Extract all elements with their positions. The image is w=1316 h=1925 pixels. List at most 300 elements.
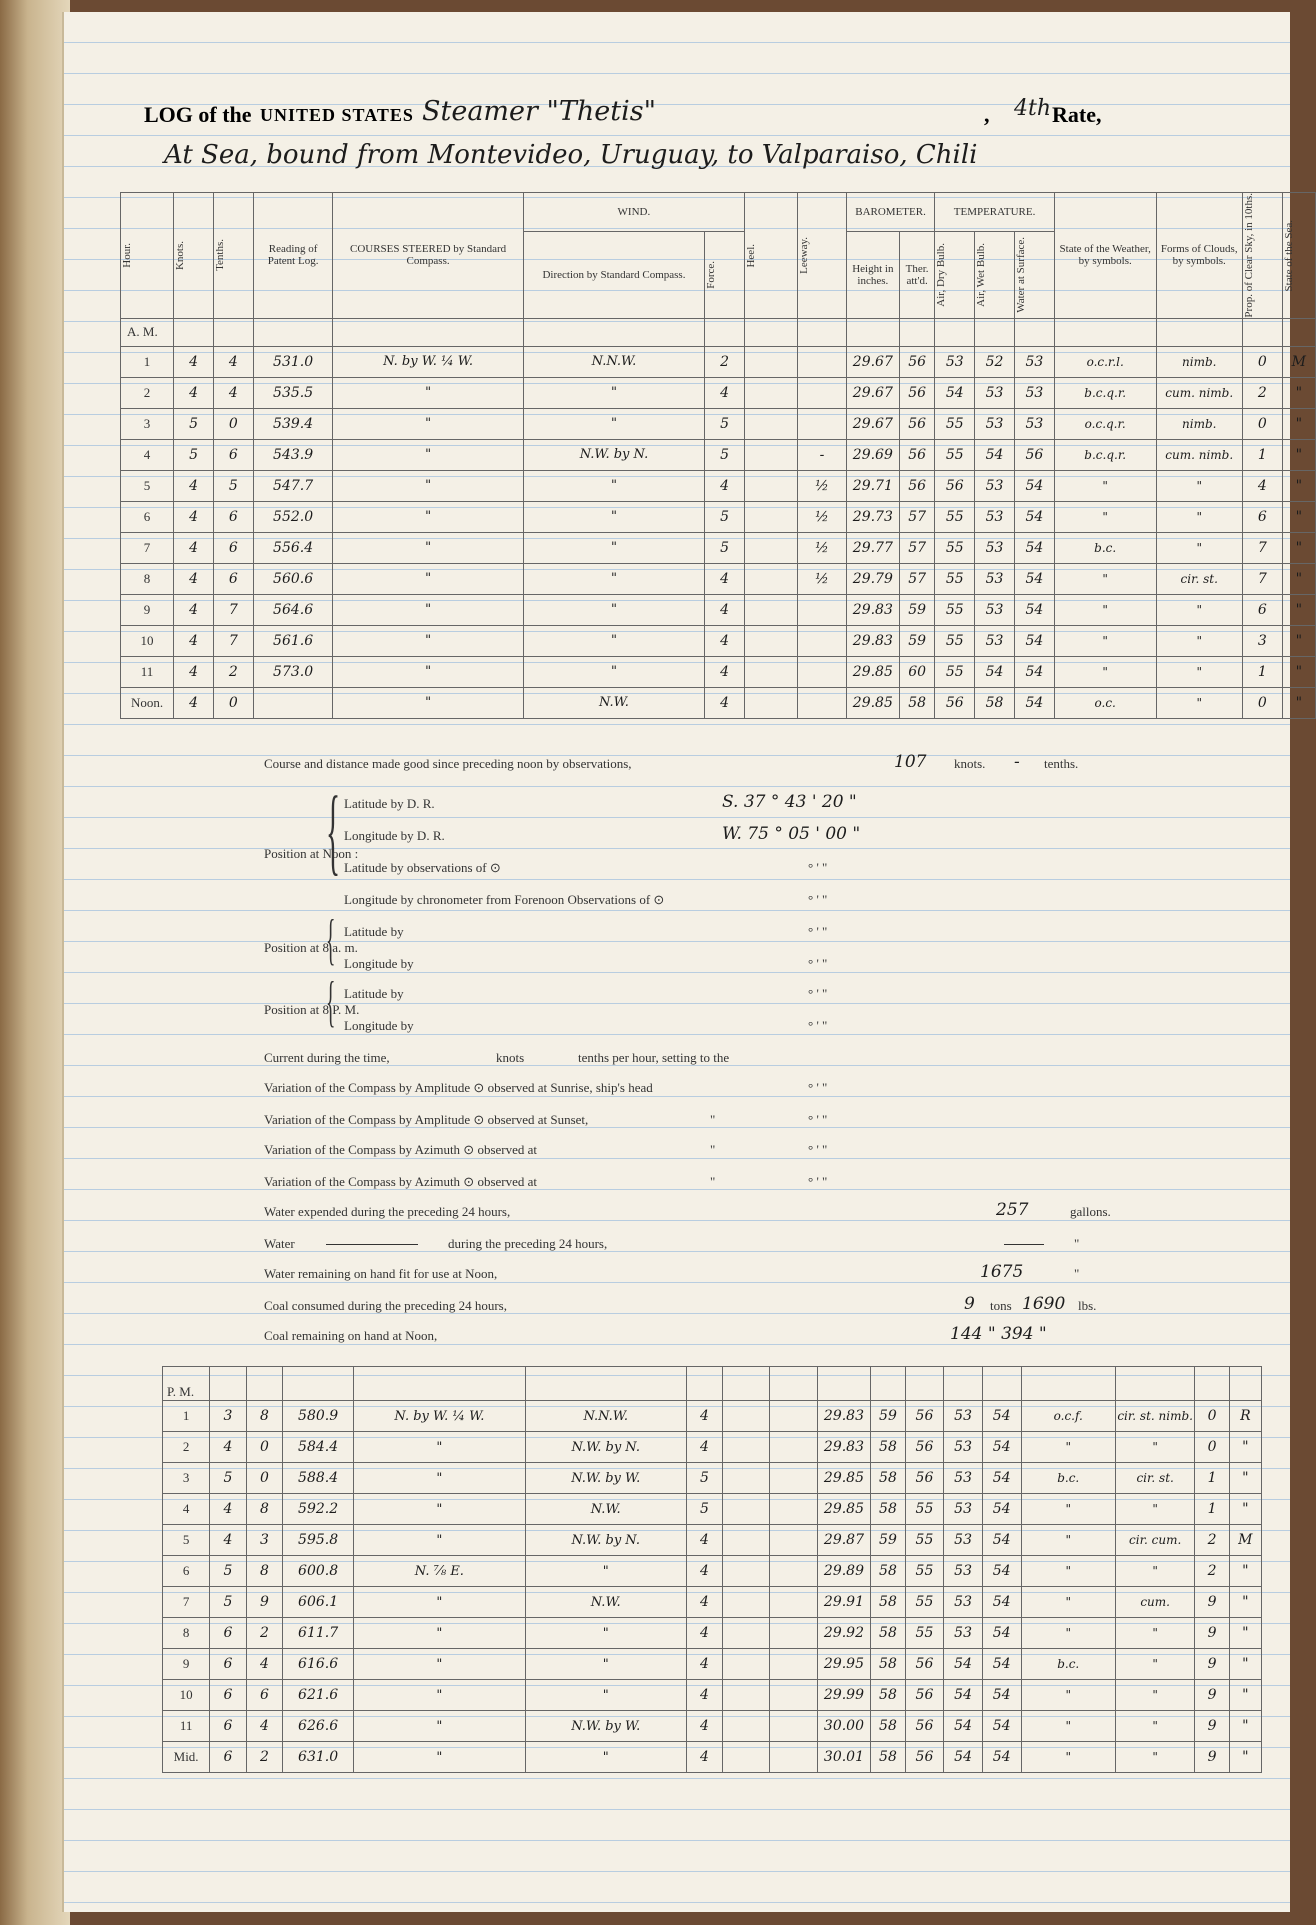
water-during-ditto: " [1074,1236,1080,1251]
am-cell-weather: " [1054,625,1156,656]
am-cell-clear: 0 [1242,346,1282,377]
pm-cell-height: 29.89 [817,1556,871,1587]
am-cell-heel [745,346,798,377]
am-cell-leeway [798,377,847,408]
pm-cell-heel [723,1494,770,1525]
am-row [121,656,1316,687]
brace-noon: { [326,777,341,885]
pm-cell-wet: 53 [944,1618,983,1649]
pm-cell-clouds: " [1115,1432,1194,1463]
pm-cell-force: 4 [686,1618,722,1649]
am-cell-hour: 10 [121,625,174,656]
am-cell-weather: " [1054,563,1156,594]
am-cell-water: 54 [1014,563,1054,594]
am-cell-dry: 55 [935,563,975,594]
pm-cell-height: 30.01 [817,1742,871,1773]
am-cell-log: 556.4 [253,532,333,563]
am-cell-heel [745,501,798,532]
pm-cell-tenths: 9 [246,1587,282,1618]
am-cell-clouds: " [1156,501,1242,532]
var-sunset-label: Variation of the Compass by Amplitude ⊙ observed at Sunset, [264,1112,589,1127]
lon-chron-label: Longitude by chronometer from Forenoon Observations of ⊙ [344,892,665,907]
am-cell-log: 560.6 [253,563,333,594]
am-row [121,470,1316,501]
pm-cell-dry: 56 [905,1463,944,1494]
pm-cell-clear: 2 [1195,1525,1229,1556]
am-cell-sea: M [1282,346,1315,377]
am-cell-weather: " [1054,501,1156,532]
pm-cell-weather: " [1021,1556,1115,1587]
am-cell-knots: 4 [174,563,214,594]
pm-cell-sea: " [1229,1742,1261,1773]
pm-cell-dry: 55 [905,1618,944,1649]
pm-cell-course: " [354,1680,526,1711]
pm-cell-hour: 10 [163,1680,210,1711]
am-cell-wet: 58 [975,687,1015,718]
pm-cell-log: 595.8 [283,1525,354,1556]
am-cell-water: 54 [1014,687,1054,718]
pm-cell-water: 54 [982,1711,1021,1742]
pm-cell-weather: " [1021,1432,1115,1463]
pm-cell-clear: 1 [1195,1463,1229,1494]
am-cell-clouds: cir. st. [1156,563,1242,594]
am-cell-tenths: 0 [213,408,253,439]
header-rate-label: Rate, [1052,102,1102,127]
pm-row [163,1742,1262,1773]
pm-cell-tenths: 8 [246,1556,282,1587]
pm-row [163,1680,1262,1711]
pm-cell-sea: " [1229,1556,1261,1587]
pm-row [163,1494,1262,1525]
pm-cell-course: " [354,1649,526,1680]
lat-8am-dms: ° ' " [808,924,828,939]
pm-cell-height: 29.92 [817,1618,871,1649]
pm-cell-heel [723,1401,770,1432]
am-cell-clear: 2 [1242,377,1282,408]
col-sea: State of the Sea. [1282,193,1315,319]
pm-cell-wet: 54 [944,1742,983,1773]
am-cell-hour: 6 [121,501,174,532]
col-height: Height in inches. [846,231,899,318]
pm-cell-water: 54 [982,1618,1021,1649]
pm-cell-sea: " [1229,1494,1261,1525]
pm-cell-log: 606.1 [283,1587,354,1618]
pm-cell-tenths: 6 [246,1680,282,1711]
pm-cell-ther: 58 [871,1432,905,1463]
lat-8pm-dms: ° ' " [808,986,828,1001]
col-knots: Knots. [174,193,214,319]
am-cell-tenths: 5 [213,470,253,501]
pm-cell-knots: 5 [210,1556,246,1587]
am-cell-tenths: 4 [213,346,253,377]
am-cell-heel [745,408,798,439]
var-azimuth-label-2: Variation of the Compass by Azimuth ⊙ observed at [264,1174,538,1189]
col-air-wet: Air, Wet Bulb. [975,231,1015,318]
pm-cell-wind: " [525,1680,686,1711]
am-cell-wet: 53 [975,532,1015,563]
am-cell-log: 535.5 [253,377,333,408]
pm-cell-sea: " [1229,1587,1261,1618]
pm-cell-wet: 54 [944,1649,983,1680]
am-cell-leeway [798,656,847,687]
am-cell-weather: " [1054,656,1156,687]
pm-cell-leeway [770,1494,817,1525]
am-cell-force: 4 [705,656,745,687]
pm-cell-clear: 0 [1195,1401,1229,1432]
am-cell-dry: 55 [935,532,975,563]
am-cell-height: 29.67 [846,346,899,377]
pm-cell-clear: 9 [1195,1587,1229,1618]
col-weather: State of the Weather, by symbols. [1054,193,1156,319]
am-cell-log: 561.6 [253,625,333,656]
am-cell-clouds: " [1156,532,1242,563]
am-cell-clouds: " [1156,594,1242,625]
pm-cell-wet: 53 [944,1494,983,1525]
pm-cell-height: 29.85 [817,1463,871,1494]
pm-cell-heel [723,1711,770,1742]
pm-cell-water: 54 [982,1525,1021,1556]
am-cell-tenths: 7 [213,594,253,625]
am-cell-clear: 1 [1242,439,1282,470]
pm-cell-wet: 54 [944,1680,983,1711]
am-cell-course: " [333,687,523,718]
am-cell-hour: 5 [121,470,174,501]
am-cell-height: 29.67 [846,408,899,439]
am-cell-tenths: 4 [213,377,253,408]
am-cell-force: 4 [705,594,745,625]
pm-cell-tenths: 8 [246,1401,282,1432]
pm-cell-ther: 58 [871,1494,905,1525]
pm-cell-ther: 58 [871,1556,905,1587]
am-cell-water: 54 [1014,470,1054,501]
am-cell-clouds: " [1156,625,1242,656]
am-cell-log: 539.4 [253,408,333,439]
var-sunrise-dms: ° ' " [808,1080,828,1095]
pm-cell-course: " [354,1711,526,1742]
col-water-surface: Water at Surface. [1014,231,1054,318]
am-cell-force: 4 [705,377,745,408]
pm-cell-weather: b.c. [1021,1649,1115,1680]
am-row [121,377,1316,408]
am-label: A. M. [121,318,174,346]
pm-cell-height: 29.99 [817,1680,871,1711]
pm-cell-ther: 58 [871,1742,905,1773]
pm-cell-weather: " [1021,1618,1115,1649]
pm-cell-water: 54 [982,1401,1021,1432]
am-cell-dry: 55 [935,625,975,656]
am-cell-clear: 6 [1242,594,1282,625]
pm-cell-weather: " [1021,1587,1115,1618]
lon-dr-value: W. 75 ° 05 ' 00 " [722,824,861,844]
course-distance-label: Course and distance made good since preceding noon by observations, [264,756,632,771]
am-cell-wind: " [523,377,704,408]
lbs-word: lbs. [1078,1298,1097,1313]
am-cell-ther: 59 [899,625,934,656]
pm-cell-clouds: cum. [1115,1587,1194,1618]
pm-label: P. M. [163,1367,210,1401]
pm-cell-leeway [770,1463,817,1494]
pm-cell-force: 4 [686,1525,722,1556]
am-cell-hour: 8 [121,563,174,594]
am-cell-leeway [798,594,847,625]
pm-cell-hour: 9 [163,1649,210,1680]
col-clouds: Forms of Clouds, by symbols. [1156,193,1242,319]
pm-cell-tenths: 4 [246,1649,282,1680]
pm-cell-course: " [354,1618,526,1649]
am-cell-heel [745,563,798,594]
am-cell-ther: 57 [899,501,934,532]
pm-cell-water: 54 [982,1463,1021,1494]
lat-obs-dms: ° ' " [808,860,828,875]
pm-cell-leeway [770,1618,817,1649]
pm-cell-hour: 8 [163,1618,210,1649]
header-rate-number: 4th [1014,96,1052,121]
pm-row [163,1649,1262,1680]
am-cell-ther: 57 [899,563,934,594]
am-cell-height: 29.85 [846,656,899,687]
am-cell-height: 29.77 [846,532,899,563]
am-cell-wet: 53 [975,408,1015,439]
am-cell-water: 54 [1014,501,1054,532]
water-during-dash [1004,1244,1044,1245]
am-cell-sea: " [1282,532,1315,563]
am-cell-ther: 56 [899,470,934,501]
am-cell-clouds: cum. nimb. [1156,377,1242,408]
pm-cell-course: " [354,1432,526,1463]
am-cell-sea: " [1282,687,1315,718]
pm-cell-sea: M [1229,1525,1261,1556]
am-cell-water: 53 [1014,346,1054,377]
pm-cell-sea: " [1229,1618,1261,1649]
pm-cell-dry: 56 [905,1432,944,1463]
am-cell-force: 5 [705,501,745,532]
pm-cell-course: " [354,1494,526,1525]
pm-cell-clear: 9 [1195,1618,1229,1649]
am-cell-knots: 4 [174,501,214,532]
pm-cell-ther: 59 [871,1401,905,1432]
water-expended-label: Water expended during the preceding 24 hours, [264,1204,511,1219]
am-cell-knots: 4 [174,594,214,625]
am-cell-knots: 5 [174,408,214,439]
am-cell-leeway [798,625,847,656]
pm-cell-hour: 3 [163,1463,210,1494]
am-row [121,687,1316,718]
pm-row [163,1711,1262,1742]
pm-cell-tenths: 0 [246,1463,282,1494]
coal-remaining-label: Coal remaining on hand at Noon, [264,1328,438,1343]
pm-cell-dry: 56 [905,1680,944,1711]
brace-8am: { [326,909,336,971]
pm-cell-weather: " [1021,1525,1115,1556]
pm-cell-course: N. ⅞ E. [354,1556,526,1587]
pm-row [163,1525,1262,1556]
pm-cell-log: 584.4 [283,1432,354,1463]
am-cell-dry: 55 [935,439,975,470]
pm-cell-force: 5 [686,1494,722,1525]
pm-cell-wind: N.W. by N. [525,1432,686,1463]
pm-cell-water: 54 [982,1494,1021,1525]
pm-cell-height: 30.00 [817,1711,871,1742]
water-label: Water [264,1236,295,1251]
pm-cell-dry: 56 [905,1711,944,1742]
am-cell-weather: o.c.q.r. [1054,408,1156,439]
lon-dr-label: Longitude by D. R. [344,828,445,843]
am-cell-wind: " [523,532,704,563]
am-cell-tenths: 2 [213,656,253,687]
am-cell-heel [745,532,798,563]
pm-cell-water: 54 [982,1742,1021,1773]
pm-cell-wind: N.W. [525,1494,686,1525]
pm-row [163,1556,1262,1587]
am-cell-clear: 0 [1242,408,1282,439]
var-azimuth-dms-2: ° ' " [808,1174,828,1189]
pm-cell-hour: 6 [163,1556,210,1587]
pm-cell-ther: 58 [871,1711,905,1742]
var-azimuth-label-1: Variation of the Compass by Azimuth ⊙ observed at [264,1142,538,1157]
pm-cell-wet: 53 [944,1525,983,1556]
am-cell-water: 53 [1014,408,1054,439]
am-cell-hour: 9 [121,594,174,625]
pm-cell-tenths: 8 [246,1494,282,1525]
am-cell-course: " [333,501,523,532]
pm-cell-ther: 59 [871,1525,905,1556]
pm-cell-hour: Mid. [163,1742,210,1773]
lon-8am-label: Longitude by [344,956,414,971]
pm-cell-sea: " [1229,1680,1261,1711]
var-azimuth-ditto-2: " [710,1174,716,1189]
pm-cell-log: 588.4 [283,1463,354,1494]
am-cell-weather: b.c.q.r. [1054,377,1156,408]
pm-cell-hour: 5 [163,1525,210,1556]
pm-cell-dry: 55 [905,1556,944,1587]
am-cell-wet: 53 [975,563,1015,594]
am-cell-force: 5 [705,532,745,563]
lon-8am-dms: ° ' " [808,956,828,971]
pm-cell-knots: 3 [210,1401,246,1432]
am-cell-dry: 55 [935,408,975,439]
pm-cell-hour: 1 [163,1401,210,1432]
pm-cell-clouds: " [1115,1618,1194,1649]
am-cell-tenths: 0 [213,687,253,718]
pm-cell-sea: R [1229,1401,1261,1432]
am-row [121,625,1316,656]
gallons-word: gallons. [1070,1204,1111,1219]
water-remaining-label: Water remaining on hand fit for use at Noon, [264,1266,498,1281]
am-cell-wet: 52 [975,346,1015,377]
pm-cell-clear: 2 [1195,1556,1229,1587]
pm-cell-force: 4 [686,1556,722,1587]
am-cell-course: " [333,470,523,501]
am-cell-force: 4 [705,625,745,656]
course-tenths-value: - [1014,752,1020,772]
lon-chron-dms: ° ' " [808,892,828,907]
pm-cell-tenths: 2 [246,1618,282,1649]
am-cell-dry: 55 [935,501,975,532]
pm-cell-clouds: " [1115,1742,1194,1773]
col-temperature: TEMPERATURE. [935,193,1054,232]
pm-log-table [162,1366,1262,1773]
am-cell-course: " [333,656,523,687]
pm-cell-leeway [770,1711,817,1742]
pm-cell-force: 5 [686,1463,722,1494]
pm-cell-log: 611.7 [283,1618,354,1649]
am-cell-ther: 56 [899,377,934,408]
pm-cell-wet: 53 [944,1432,983,1463]
pm-cell-tenths: 4 [246,1711,282,1742]
pm-cell-tenths: 3 [246,1525,282,1556]
var-sunset-ditto: " [710,1112,716,1127]
col-leeway: Leeway. [798,193,847,319]
water-blank-line [326,1244,418,1245]
am-cell-dry: 56 [935,470,975,501]
am-cell-hour: 1 [121,346,174,377]
pm-cell-leeway [770,1401,817,1432]
pm-row [163,1463,1262,1494]
am-cell-clear: 7 [1242,563,1282,594]
pm-cell-dry: 56 [905,1401,944,1432]
col-tenths: Tenths. [213,193,253,319]
am-cell-height: 29.73 [846,501,899,532]
pm-cell-force: 4 [686,1711,722,1742]
pm-cell-hour: 4 [163,1494,210,1525]
pm-cell-force: 4 [686,1680,722,1711]
coal-consumed-lbs-value: 1690 [1022,1294,1066,1314]
am-cell-ther: 57 [899,532,934,563]
pm-cell-heel [723,1680,770,1711]
am-cell-force: 4 [705,687,745,718]
am-cell-force: 5 [705,408,745,439]
header-vessel-name: Steamer "Thetis" [422,96,657,127]
am-cell-course: " [333,594,523,625]
am-cell-height: 29.67 [846,377,899,408]
am-cell-wind: " [523,656,704,687]
tenths-word: tenths. [1044,756,1079,771]
am-cell-hour: 4 [121,439,174,470]
am-row [121,563,1316,594]
pm-cell-knots: 5 [210,1463,246,1494]
water-expended-value: 257 [996,1200,1029,1220]
am-cell-dry: 56 [935,687,975,718]
pm-cell-wind: N.W. by W. [525,1711,686,1742]
pm-cell-ther: 58 [871,1680,905,1711]
am-cell-sea: " [1282,563,1315,594]
pm-cell-knots: 6 [210,1618,246,1649]
am-cell-tenths: 6 [213,532,253,563]
am-cell-heel [745,470,798,501]
pm-cell-clouds: cir. cum. [1115,1525,1194,1556]
pm-cell-wind: " [525,1618,686,1649]
pm-cell-ther: 58 [871,1587,905,1618]
am-cell-hour: 11 [121,656,174,687]
am-cell-course: " [333,439,523,470]
col-wind: WIND. [523,193,744,232]
pm-cell-water: 54 [982,1556,1021,1587]
brace-8pm: { [326,971,336,1033]
am-cell-force: 2 [705,346,745,377]
var-sunrise-label: Variation of the Compass by Amplitude ⊙ observed at Sunrise, ship's head [264,1080,653,1095]
col-air-dry: Air, Dry Bulb. [935,231,975,318]
am-cell-clouds: nimb. [1156,408,1242,439]
am-cell-wind: " [523,470,704,501]
pm-cell-sea: " [1229,1649,1261,1680]
pm-cell-tenths: 0 [246,1432,282,1463]
am-cell-clear: 4 [1242,470,1282,501]
am-cell-water: 53 [1014,377,1054,408]
am-cell-heel [745,625,798,656]
am-row [121,346,1316,377]
pm-cell-wind: " [525,1742,686,1773]
pm-cell-heel [723,1618,770,1649]
